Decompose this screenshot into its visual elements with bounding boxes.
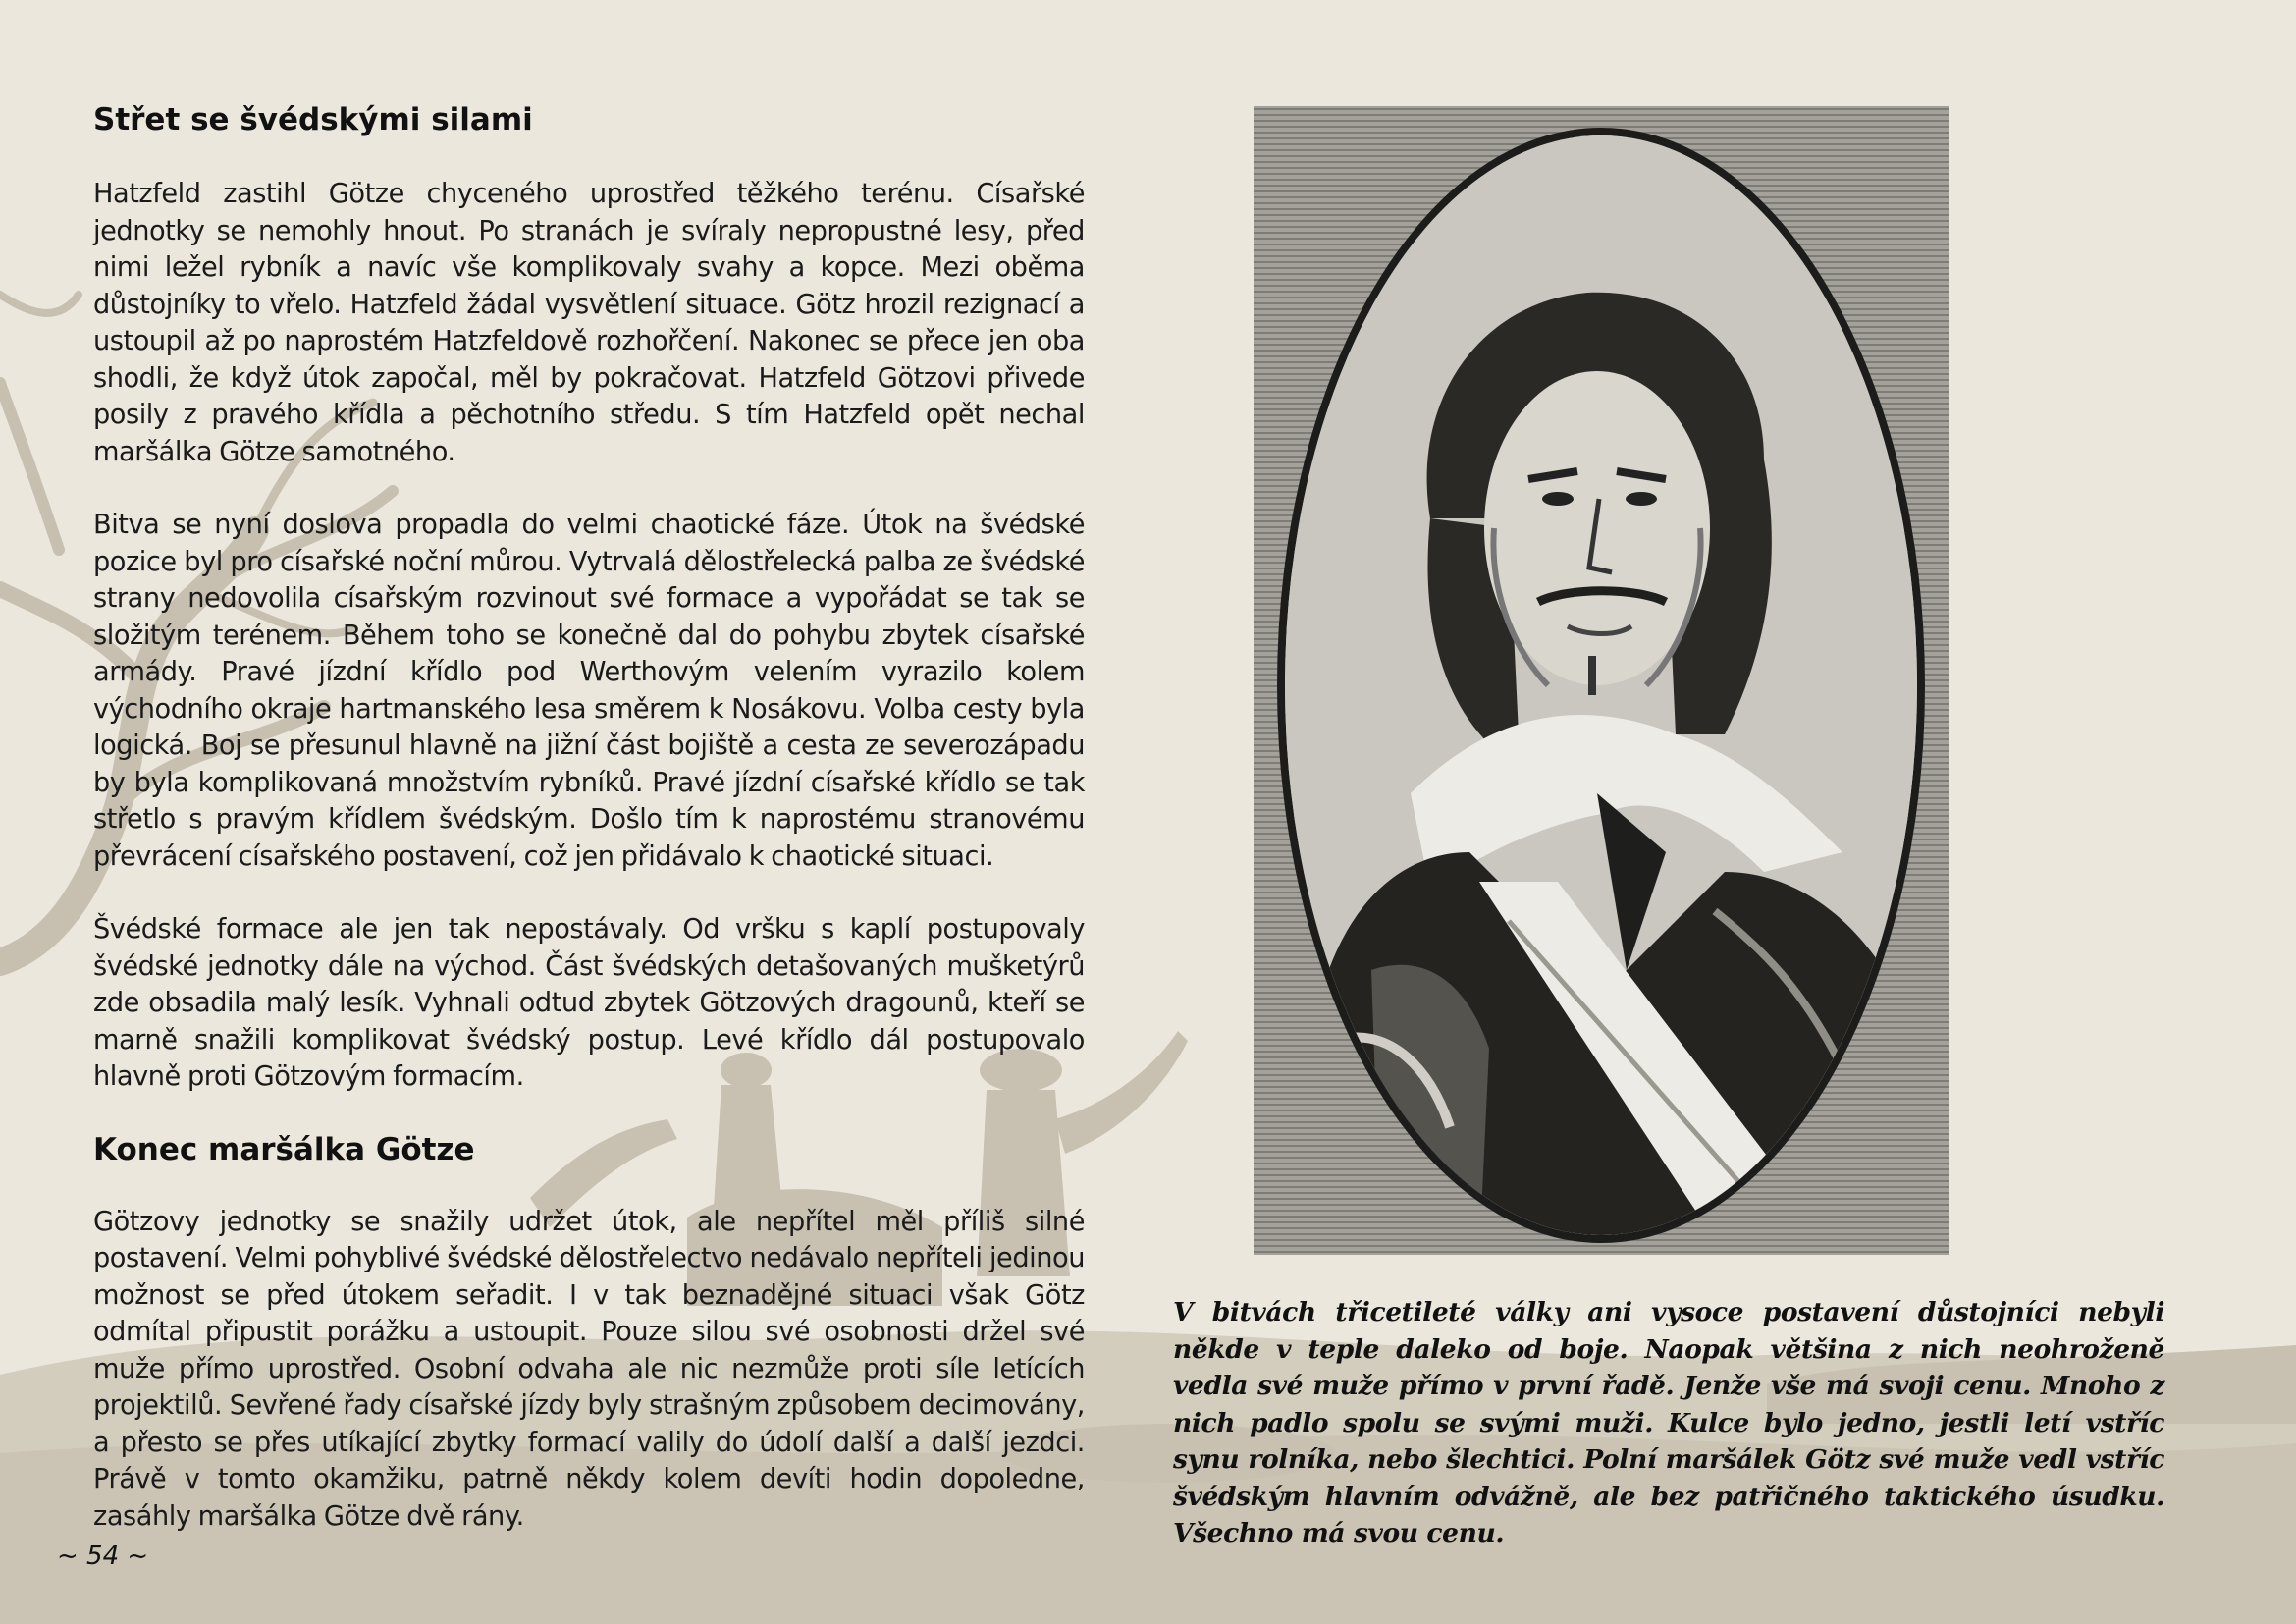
portrait-image (1254, 106, 1949, 1255)
portrait-engraving (1254, 106, 1949, 1255)
body-paragraph: Götzovy jednotky se snažily udržet útok, ale nepřítel měl příliš silné postavení. Velmi pohyblivé švédské dělostřelectvo nedávalo nepříteli jedinou možnost se před útokem seřadit. I v tak beznadějné situaci však Götz odmítal připustit porážku a ustoupit. Pouze silou své osobnosti držel své muže přímo uprostřed. Osobní odvaha ale nic nezmůže proti síle letících projektilů. Sevřené řady císařské jízdy byly strašným způsobem decimovány, a přesto se přes utíkající zbytky formací valily do údolí další a další jezdci. Právě v tomto okamžiku, patrně někdy kolem devíti hodin dopoledne, zasáhly maršálka Götze dvě rány. (93, 1206, 1085, 1532)
body-paragraph: Švédské formace ale jen tak nepostávaly. Od vršku s kaplí postupovaly švédské jednotky dále na východ. Část švédských detašovaných mušketýrů zde obsadila malý lesík. Vyhnali odtud zbytek Götzových dragounů, kteří se marně snažili komplikovat švédský postup. Levé křídlo dál postupovalo hlavně proti Götzovým formacím. (93, 914, 1085, 1093)
section-heading: Konec maršálka Götze (93, 1131, 475, 1167)
image-caption: V bitvách třicetileté války ani vysoce postavení důstojníci nebyli někde v teple daleko od boje. Naopak většina z nich neohroženě vedla své muže přímo v první řadě. Jenže vše má svoji cenu. Mnoho z nich padlo spolu se svými muži. Kulce bylo jedno, jestli letí vstříc synu rolníka, nebo šlechtici. Polní maršálek Götz své muže vedl vstříc švédským hlavním odvážně, ale bez patřičného taktického úsudku. Všechno má svou cenu. (1173, 1297, 2164, 1548)
section-heading: Střet se švédskými silami (93, 102, 533, 137)
page-number: ~ 54 ~ (57, 1542, 149, 1571)
body-paragraph: Bitva se nyní doslova propadla do velmi chaotické fáze. Útok na švédské pozice byl pro císařské noční můrou. Vytrvalá dělostřelecká palba ze švédské strany nedovolila císařským rozvinout své formace a vypořádat se tak se složitým terénem. Během toho se konečně dal do pohybu zbytek císařské armády. Pravé jízdní křídlo pod Werthovým velením vyrazilo kolem východního okraje hartmanského lesa směrem k Nosákovu. Volba cesty byla logická. Boj se přesunul hlavně na jižní část bojiště a cesta ze severozápadu by byla komplikovaná množstvím rybníků. Pravé jízdní císařské křídlo se tak střetlo s pravým křídlem švédským. Došlo tím k naprostému stranovému převrácení císařského postavení, což jen přidávalo k chaotické situaci. (93, 510, 1085, 872)
text-column (93, 98, 1085, 1571)
body-paragraph: Hatzfeld zastihl Götze chyceného uprostřed těžkého terénu. Císařské jednotky se nemohly hnout. Po stranách je svíraly nepropustné lesy, před nimi ležel rybník a navíc vše komplikovaly svahy a kopce. Mezi oběma důstojníky to vřelo. Hatzfeld žádal vysvětlení situace. Götz hrozil rezignací a ustoupil až po naprostém Hatzfeldově rozhořčení. Nakonec se přece jen oba shodli, že když útok započal, měl by pokračovat. Hatzfeld Götzovi přivede posily z pravého křídla a pěchotního středu. S tím Hatzfeld opět nechal maršálka Götze samotného. (93, 179, 1085, 467)
